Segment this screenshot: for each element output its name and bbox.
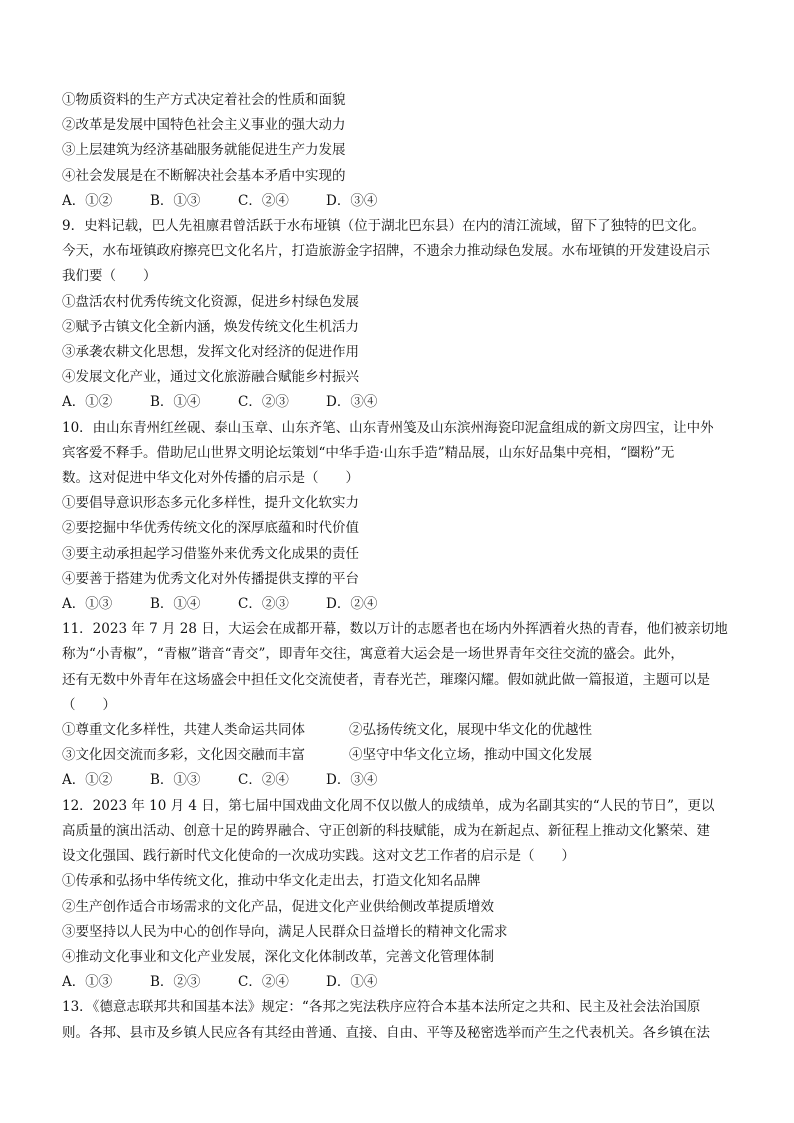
q12-option-b[interactable]: B．②③: [150, 974, 201, 991]
question-11: [62, 617, 737, 793]
q10-option-d[interactable]: D．②④: [326, 596, 378, 613]
q9-item-3: ③承袭农耕文化思想，发挥文化对经济的促进作用: [62, 344, 359, 361]
q10-item-1: ①要倡导意识形态多元化多样性，提升文化软实力: [62, 495, 359, 512]
q12-item-1: ①传承和弘扬中华传统文化，推动中华文化走出去，打造文化知名品牌: [62, 873, 481, 890]
question-9: [62, 214, 737, 416]
exam-page: [62, 88, 737, 1046]
q12-item-2: ②生产创作适合市场需求的文化产品，促进文化产业供给侧改革提质增效: [62, 898, 494, 915]
question-10: [62, 416, 737, 618]
q10-item-3: ③要主动承担起学习借鉴外来优秀文化成果的责任: [62, 545, 359, 562]
q11-item-4: ④坚守中华文化立场，推动中国文化发展: [349, 747, 592, 764]
q12-item-4: ④推动文化事业和文化产业发展，深化文化体制改革，完善文化管理体制: [62, 948, 494, 965]
q12-option-a[interactable]: A．①③: [62, 974, 113, 991]
q11-option-d[interactable]: D．③④: [326, 772, 378, 789]
q9-option-d[interactable]: D．③④: [326, 394, 378, 411]
q10-option-a[interactable]: A．①③: [62, 596, 113, 613]
q11-item-2: ②弘扬传统文化，展现中华文化的优越性: [349, 722, 592, 739]
q9-stem-line-1: 9．史料记载，巴人先祖廪君曾活跃于水布垭镇（位于湖北巴东县）在内的清江流域，留下了独特的巴文化。: [62, 218, 706, 235]
question-13: [62, 995, 737, 1045]
q8-option-c[interactable]: C．②④: [238, 192, 289, 209]
q9-item-1: ①盘活农村优秀传统文化资源，促进乡村绿色发展: [62, 293, 359, 310]
q11-option-a[interactable]: A．①②: [62, 772, 113, 789]
q11-stem-line-3: 还有无数中外青年在这场盛会中担任文化交流使者，青春光芒，璀璨闪耀。假如就此做一篇报道，主题可以是: [62, 671, 710, 688]
q13-stem-line-2: 则。各邦、县市及乡镇人民应各有其经由普通、直接、自由、平等及秘密选举而产生之代表机关。各乡镇在法: [62, 1024, 710, 1041]
question-12: [62, 794, 737, 996]
q11-items-row-1: [62, 718, 737, 743]
q10-stem-line-3: 数。这对促进中华文化对外传播的启示是（ ）: [62, 470, 359, 487]
q8-item-2: ②改革是发展中国特色社会主义事业的强大动力: [62, 117, 346, 134]
q10-item-4: ④要善于搭建为优秀文化对外传播提供支撑的平台: [62, 570, 359, 587]
q12-option-d[interactable]: D．①④: [326, 974, 378, 991]
q12-stem-line-3: 设文化强国、践行新时代文化使命的一次成功实践。这对文艺工作者的启示是（ ）: [62, 848, 575, 865]
q9-item-2: ②赋予古镇文化全新内涵，焕发传统文化生机活力: [62, 318, 359, 335]
q11-item-3: ③文化因交流而多彩，文化因交融而丰富: [62, 747, 305, 764]
q11-item-1: ①尊重文化多样性，共建人类命运共同体: [62, 722, 305, 739]
q10-stem-line-2: 宾客爱不释手。借助尼山世界文明论坛策划“中华手造·山东手造”精品展，山东好品集中亮相，“圈粉”无: [62, 444, 675, 461]
q8-item-3: ③上层建筑为经济基础服务就能促进生产力发展: [62, 142, 346, 159]
q10-stem-line-1: 10．由山东青州红丝砚、泰山玉章、山东齐笔、山东青州笺及山东滨州海瓷印泥盒组成的新文房四宝，让中外: [62, 419, 714, 436]
q12-option-c[interactable]: C．②④: [238, 974, 289, 991]
q8-options: [62, 189, 737, 214]
q10-options: [62, 592, 737, 617]
q9-option-c[interactable]: C．②③: [238, 394, 289, 411]
q13-stem-line-1: 13．《德意志联邦共和国基本法》规定：“各邦之宪法秩序应符合本基本法所定之共和、民主及社会法治国原: [62, 999, 701, 1016]
q9-item-4: ④发展文化产业，通过文化旅游融合赋能乡村振兴: [62, 369, 359, 386]
q12-stem-line-1: 12．2023 年 10 月 4 日，第七届中国戏曲文化周不仅以傲人的成绩单，成为名副其实的“人民的节日”，更以: [62, 797, 715, 814]
q8-option-d[interactable]: D．③④: [326, 192, 378, 209]
q11-items-row-2: [62, 743, 737, 768]
q11-stem-line-1: 11．2023 年 7 月 28 日，大运会在成都开幕，数以万计的志愿者也在场内外挥洒着火热的青春，他们被亲切地: [62, 621, 728, 638]
q12-options: [62, 970, 737, 995]
q11-options: [62, 768, 737, 793]
q11-stem-line-2: 称为“小青椒”，“青椒”谐音“青交”，即青年交往，寓意着大运会是一场世界青年交往交流的盛会。此外，: [62, 646, 684, 663]
q9-stem-line-2: 今天，水布垭镇政府擦亮巴文化名片，打造旅游金字招牌，不遗余力推动绿色发展。水布垭镇的开发建设启示: [62, 243, 710, 260]
q9-option-a[interactable]: A．①②: [62, 394, 113, 411]
q10-option-c[interactable]: C．②③: [238, 596, 289, 613]
q12-item-3: ③要坚持以人民为中心的创作导向，满足人民群众日益增长的精神文化需求: [62, 923, 508, 940]
question-8: [62, 88, 737, 214]
q8-item-4: ④社会发展是在不断解决社会基本矛盾中实现的: [62, 167, 346, 184]
q11-option-b[interactable]: B．①③: [150, 772, 201, 789]
q9-stem-line-3: 我们要（ ）: [62, 268, 157, 285]
q11-stem-line-4: （ ）: [62, 696, 116, 713]
q9-options: [62, 390, 737, 415]
q10-item-2: ②要挖掘中华优秀传统文化的深厚底蕴和时代价值: [62, 520, 359, 537]
q8-item-1: ①物质资料的生产方式决定着社会的性质和面貌: [62, 92, 346, 108]
q12-stem-line-2: 高质量的演出活动、创意十足的跨界融合、守正创新的科技赋能，成为在新起点、新征程上推动文化繁荣、建: [62, 822, 710, 839]
q8-option-b[interactable]: B．①③: [150, 192, 201, 209]
q10-option-b[interactable]: B．①④: [150, 596, 201, 613]
q11-option-c[interactable]: C．②④: [238, 772, 289, 789]
q9-option-b[interactable]: B．①④: [150, 394, 201, 411]
q8-option-a[interactable]: A．①②: [62, 192, 113, 209]
